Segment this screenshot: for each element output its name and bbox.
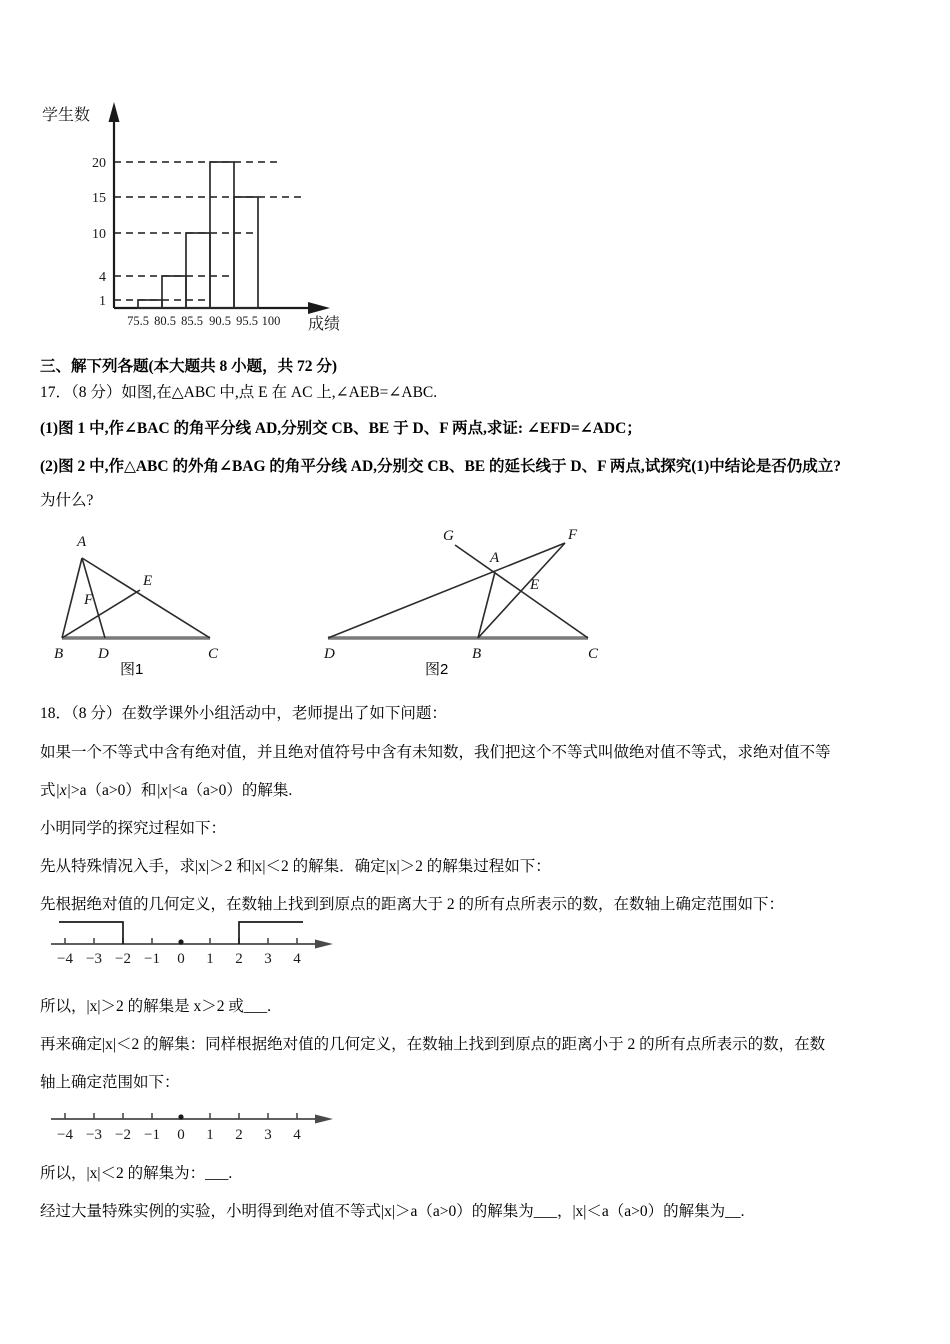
fig1-label-C: C <box>208 646 219 662</box>
nl2-label-2: 2 <box>235 1127 243 1143</box>
q18-p2-abs-a: |x| <box>55 782 71 799</box>
histogram-bar-5 <box>234 197 258 308</box>
figure-1-group <box>54 534 219 662</box>
nl2-label-3: 3 <box>264 1127 272 1143</box>
fig2-label-A: A <box>490 550 500 566</box>
fig2-label-G: G <box>443 528 454 544</box>
frequency-histogram <box>40 92 380 340</box>
number-line-1-svg <box>45 912 345 967</box>
nl1-label-3: 3 <box>264 951 272 967</box>
histogram-ytick-10: 10 <box>92 227 106 242</box>
number-line-2-svg <box>45 1103 345 1151</box>
nl1-label-2: 2 <box>235 951 243 967</box>
histogram-y-axis-arrow <box>109 102 120 122</box>
nl1-label-1: 1 <box>206 951 214 967</box>
q18-paragraph-5: 先根据绝对值的几何定义，在数轴上找到到原点的距离大于 2 的所有点所表示的数，在数轴上确定范围如下： <box>40 896 785 913</box>
nl1-label--1: −1 <box>144 951 160 967</box>
fig2-label-B: B <box>472 646 482 662</box>
q18-paragraph-2 <box>40 782 292 800</box>
fig2-label-D: D <box>324 646 335 662</box>
figure-2-group <box>323 527 599 662</box>
nl2-label-0: 0 <box>177 1127 185 1143</box>
figure-2-caption: 图2 <box>425 661 449 678</box>
histogram-bar-2 <box>162 276 186 308</box>
nl2-label--4: −4 <box>57 1127 73 1143</box>
histogram-xtick-5: 100 <box>261 314 281 328</box>
q18-p2-tail: <a（a>0）的解集. <box>171 782 293 799</box>
histogram-y-axis-title: 学生数 <box>42 107 91 124</box>
nl1-label-0: 0 <box>177 951 185 967</box>
q17-part1: (1)图 1 中,作∠BAC 的角平分线 AD,分别交 CB、BE 于 D、F 两点,求证: ∠EFD=∠ADC； <box>40 420 642 437</box>
fig1-label-A: A <box>77 534 87 550</box>
geometry-figures <box>40 524 640 679</box>
section-heading: 三、解下列各题(本大题共 8 小题，共 72 分) <box>40 358 338 375</box>
histogram-x-axis-arrow <box>308 302 330 314</box>
fig2-label-E: E <box>530 577 540 593</box>
q18-paragraph-7-cont: 轴上确定范围如下： <box>40 1074 180 1091</box>
nl1-origin-dot <box>178 939 183 944</box>
q18-paragraph-9: 经过大量特殊实例的实验，小明得到绝对值不等式|x|＞a（a>0）的解集为___，|x|＜a（a>0）的解集为__. <box>40 1203 745 1220</box>
number-line-greater-than-2 <box>45 912 345 967</box>
q18-paragraph-8: 所以，|x|＜2 的解集为：___. <box>40 1165 233 1182</box>
q17-part2-cont: 为什么? <box>40 492 94 509</box>
q18-p2-mid: >a（a>0）和 <box>70 782 157 799</box>
histogram-xtick-0: 75.5 <box>127 314 149 328</box>
q18-p2-prefix: 式 <box>40 782 56 799</box>
nl2-axis-arrow <box>315 1115 333 1124</box>
nl2-label--1: −1 <box>144 1127 160 1143</box>
nl2-origin-dot <box>178 1114 183 1119</box>
nl1-bracket-left <box>59 922 123 944</box>
nl2-label--2: −2 <box>115 1127 131 1143</box>
nl2-label-4: 4 <box>293 1127 301 1143</box>
fig1-segment-AB <box>62 558 82 638</box>
fig2-label-C: C <box>588 646 599 662</box>
histogram-ytick-20: 20 <box>92 156 106 171</box>
histogram-ytick-4: 4 <box>99 270 106 285</box>
nl1-label--4: −4 <box>57 951 73 967</box>
nl2-label--3: −3 <box>86 1127 102 1143</box>
q18-paragraph-4: 先从特殊情况入手，求|x|＞2 和|x|＜2 的解集．确定|x|＞2 的解集过程如下： <box>40 858 551 875</box>
q18-paragraph-1: 如果一个不等式中含有绝对值，并且绝对值符号中含有未知数，我们把这个不等式叫做绝对值不等式，求绝对值不等 <box>40 744 831 761</box>
histogram-xtick-4: 95.5 <box>236 314 258 328</box>
histogram-bar-4 <box>210 162 234 308</box>
histogram-bar-1 <box>138 300 162 308</box>
histogram-svg <box>40 92 380 340</box>
histogram-bar-3 <box>186 233 210 308</box>
geometry-svg <box>40 524 640 679</box>
fig1-label-E: E <box>143 573 153 589</box>
q18-p2-abs-b: |x| <box>156 782 172 799</box>
nl1-label--3: −3 <box>86 951 102 967</box>
nl1-label--2: −2 <box>115 951 131 967</box>
q17-part2: (2)图 2 中,作△ABC 的外角∠BAG 的角平分线 AD,分别交 CB、BE 的延长线于 D、F 两点,试探究(1)中结论是否仍成立? <box>40 458 842 475</box>
q18-stem: 18．（8 分）在数学课外小组活动中，老师提出了如下问题： <box>40 705 447 722</box>
q17-stem: 17．（8 分）如图,在△ABC 中,点 E 在 AC 上,∠AEB=∠ABC. <box>40 384 438 401</box>
nl1-axis-arrow <box>315 940 333 949</box>
nl1-label-4: 4 <box>293 951 301 967</box>
figure-1-caption: 图1 <box>120 661 144 678</box>
nl2-label-1: 1 <box>206 1127 214 1143</box>
histogram-x-axis-title: 成绩 <box>308 316 341 333</box>
fig1-label-F: F <box>84 592 94 608</box>
histogram-xtick-3: 90.5 <box>209 314 231 328</box>
histogram-ytick-15: 15 <box>92 191 106 206</box>
fig1-segment-BE <box>62 590 140 638</box>
histogram-xtick-2: 85.5 <box>181 314 203 328</box>
q18-paragraph-7: 再来确定|x|＜2 的解集：同样根据绝对值的几何定义，在数轴上找到到原点的距离小于 2 的所有点所表示的数，在数 <box>40 1036 826 1053</box>
histogram-xtick-1: 80.5 <box>154 314 176 328</box>
fig1-label-B: B <box>54 646 64 662</box>
number-line-less-than-2 <box>45 1103 345 1151</box>
q18-paragraph-6: 所以，|x|＞2 的解集是 x＞2 或___. <box>40 998 271 1015</box>
fig1-label-D: D <box>98 646 109 662</box>
histogram-ytick-1: 1 <box>99 294 106 309</box>
q18-paragraph-3: 小明同学的探究过程如下： <box>40 820 227 837</box>
nl1-bracket-right <box>239 922 303 944</box>
fig2-label-F: F <box>568 527 578 543</box>
